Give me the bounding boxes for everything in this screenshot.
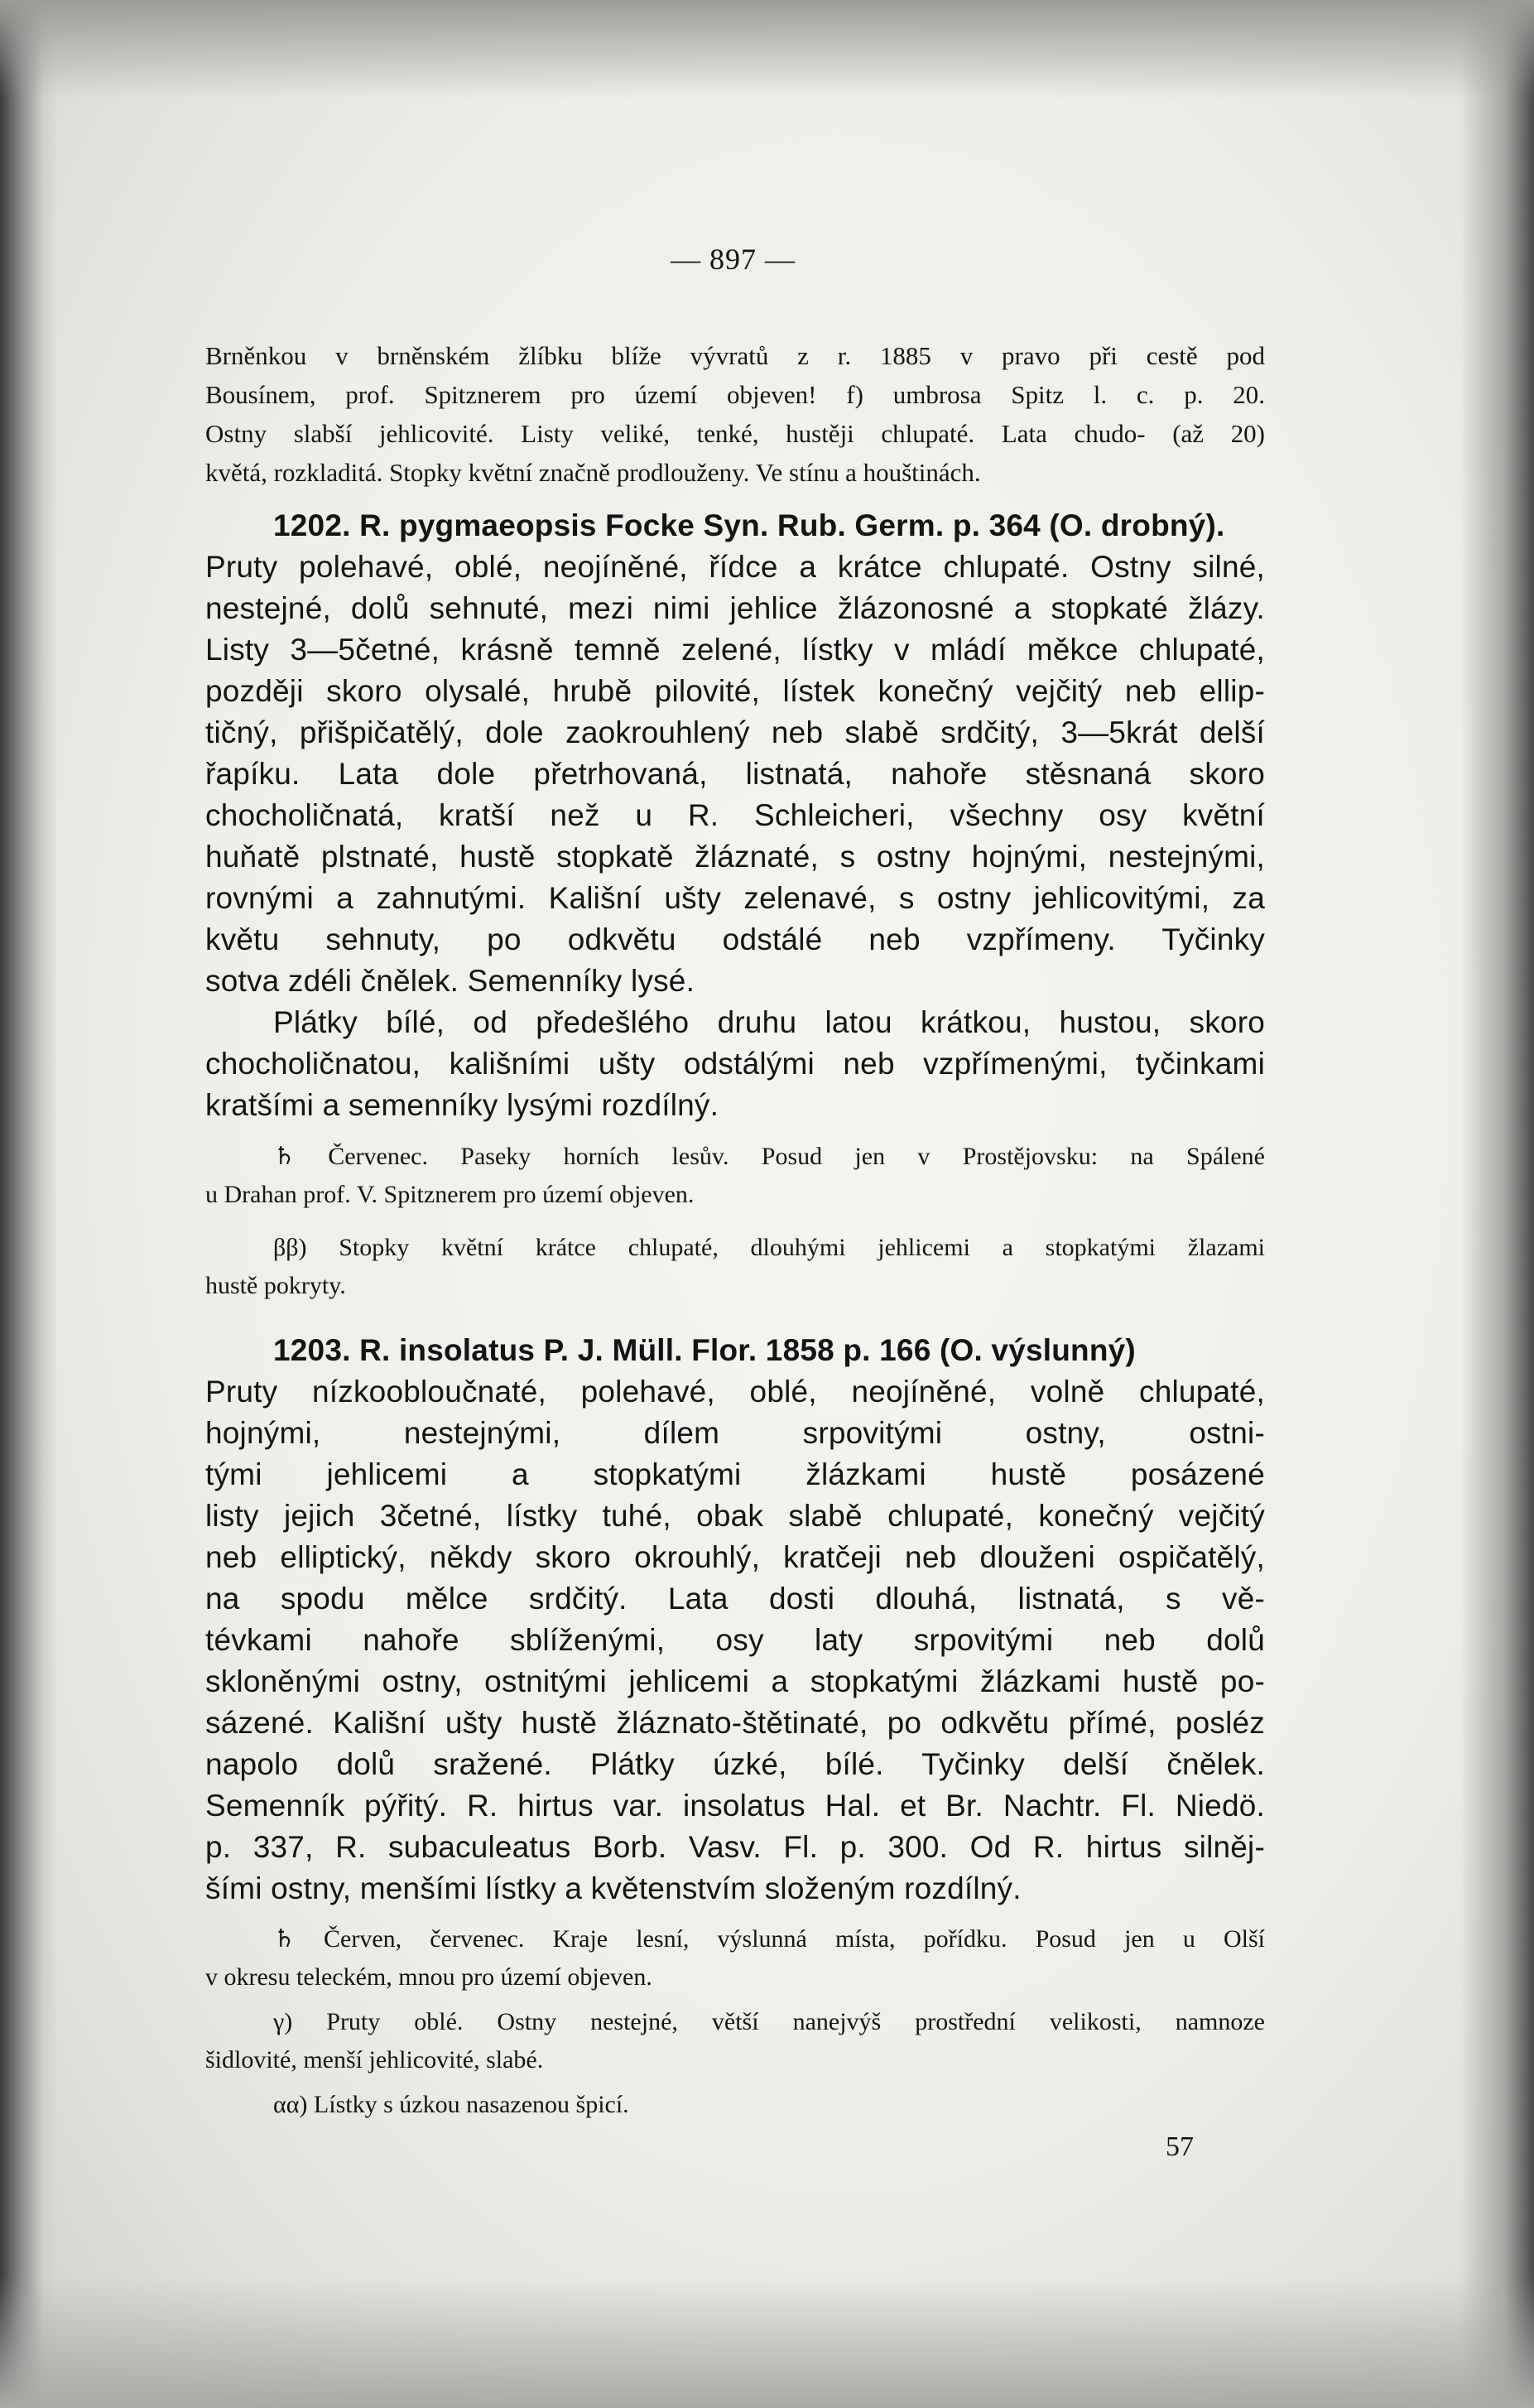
variety-note: γ) Pruty oblé. Ostny nestejné, větší nanejvýš prostřední velikosti, namnoze: [273, 2008, 1265, 2035]
text-line: Semenník pýřitý. R. hirtus var. insolatus Hal. et Br. Nachtr. Fl. Niedö.: [205, 1789, 1265, 1823]
text-line: huňatě plstnaté, hustě stopkatě žláznaté, s ostny hojnými, nestejnými,: [205, 840, 1265, 874]
text-line: nestejné, dolů sehnuté, mezi nimi jehlice žlázonosné a stopkaté žlázy.: [205, 591, 1265, 625]
page-shadow-left: [0, 0, 58, 2408]
text-line: chocholičnatou, kališními ušty odstálými neb vzpřímenými, tyčinkami: [205, 1047, 1265, 1081]
text-line: napolo dolů sražené. Plátky úzké, bílé. Tyčinky delší čnělek.: [205, 1747, 1265, 1781]
variety-note: αα) Lístky s úzkou nasazenou špicí.: [273, 2091, 629, 2118]
text-line: tičný, přišpičatělý, dole zaokrouhlený neb slabě srdčitý, 3—5krát delší: [205, 715, 1265, 749]
variety-note: hustě pokryty.: [205, 1272, 346, 1299]
text-line: tévkami nahoře sblíženými, osy laty srpovitými neb dolů: [205, 1623, 1265, 1657]
habitat-note: v okresu teleckém, mnou pro území objeven.: [205, 1963, 652, 1991]
variety-note: šidlovité, menší jehlicovité, slabé.: [205, 2046, 544, 2073]
text-line: rovnými a zahnutými. Kališní ušty zelenavé, s ostny jehlicovitými, za: [205, 881, 1265, 915]
text-line: listy jejich 3četné, lístky tuhé, obak slabě chlupaté, konečný vejčitý: [205, 1499, 1265, 1533]
page-shadow-bottom: [0, 2276, 1534, 2408]
habitat-note: ♄ Červen, červenec. Kraje lesní, výslunná místa, pořídku. Posud jen u Olší: [273, 1925, 1265, 1953]
text-line: Bousínem, prof. Spitznerem pro území objeven! f) umbrosa Spitz l. c. p. 20.: [205, 380, 1265, 409]
text-line: kratšími a semenníky lysými rozdílný.: [205, 1088, 719, 1122]
text-line: Brněnkou v brněnském žlíbku blíže vývratů z r. 1885 v pravo při cestě pod: [205, 341, 1265, 370]
species-heading: 1203. R. insolatus P. J. Müll. Flor. 1858 p. 166 (O. výslunný): [273, 1333, 1136, 1367]
text-line: Ostny slabší jehlicovité. Listy veliké, tenké, hustěji chlupaté. Lata chudo- (až 20): [205, 419, 1265, 448]
habitat-note: u Drahan prof. V. Spitznerem pro území objeven.: [205, 1181, 695, 1208]
text-line: květu sehnuty, po odkvětu odstálé neb vzpřímeny. Tyčinky: [205, 922, 1265, 956]
habitat-note: ♄ Červenec. Paseky horních lesův. Posud jen v Prostějovsku: na Spálené: [273, 1143, 1265, 1170]
text-line: šími ostny, menšími lístky a květenstvím složeným rozdílný.: [205, 1871, 1022, 1905]
text-line: neb elliptický, někdy skoro okrouhlý, kratčeji neb dlouženi ospičatělý,: [205, 1540, 1265, 1574]
text-line: p. 337, R. subaculeatus Borb. Vasv. Fl. p. 300. Od R. hirtus silněj-: [205, 1830, 1265, 1864]
text-line: hojnými, nestejnými, dílem srpovitými ostny, ostni-: [205, 1416, 1265, 1450]
text-line: později skoro olysalé, hrubě pilovité, lístek konečný vejčitý neb ellip-: [205, 674, 1265, 708]
page-number: — 897 —: [671, 243, 796, 276]
page-shadow-top: [0, 0, 1534, 99]
page-shadow-right: [1459, 0, 1534, 2408]
text-line: Pruty nízkoobloučnaté, polehavé, oblé, neojíněné, volně chlupaté,: [205, 1375, 1265, 1409]
text-line: sotva zdéli čnělek. Semenníky lysé.: [205, 964, 695, 998]
text-line: sázené. Kališní ušty hustě žláznato-štětinaté, po odkvětu přímé, posléz: [205, 1706, 1265, 1740]
text-line: chocholičnatá, kratší než u R. Schleicheri, všechny osy květní: [205, 798, 1265, 832]
text-line: tými jehlicemi a stopkatými žlázkami hustě posázené: [205, 1457, 1265, 1491]
text-line: Plátky bílé, od předešlého druhu latou krátkou, hustou, skoro: [273, 1005, 1265, 1039]
text-line: Pruty polehavé, oblé, neojíněné, řídce a krátce chlupaté. Ostny silné,: [205, 550, 1265, 584]
text-line: skloněnými ostny, ostnitými jehlicemi a stopkatými žlázkami hustě po-: [205, 1664, 1265, 1698]
text-line: květá, rozkladitá. Stopky květní značně prodlouženy. Ve stínu a houštinách.: [205, 458, 981, 487]
signature-mark: 57: [1166, 2131, 1194, 2162]
text-line: Listy 3—5četné, krásně temně zelené, lístky v mládí měkce chlupaté,: [205, 633, 1265, 667]
variety-note: ββ) Stopky květní krátce chlupaté, dlouhými jehlicemi a stopkatými žlazami: [273, 1234, 1265, 1261]
species-heading: 1202. R. pygmaeopsis Focke Syn. Rub. Germ. p. 364 (O. drobný).: [273, 508, 1225, 542]
text-line: na spodu mělce srdčitý. Lata dosti dlouhá, listnatá, s vě-: [205, 1582, 1265, 1616]
text-line: řapíku. Lata dole přetrhovaná, listnatá, nahoře stěsnaná skoro: [205, 757, 1265, 791]
